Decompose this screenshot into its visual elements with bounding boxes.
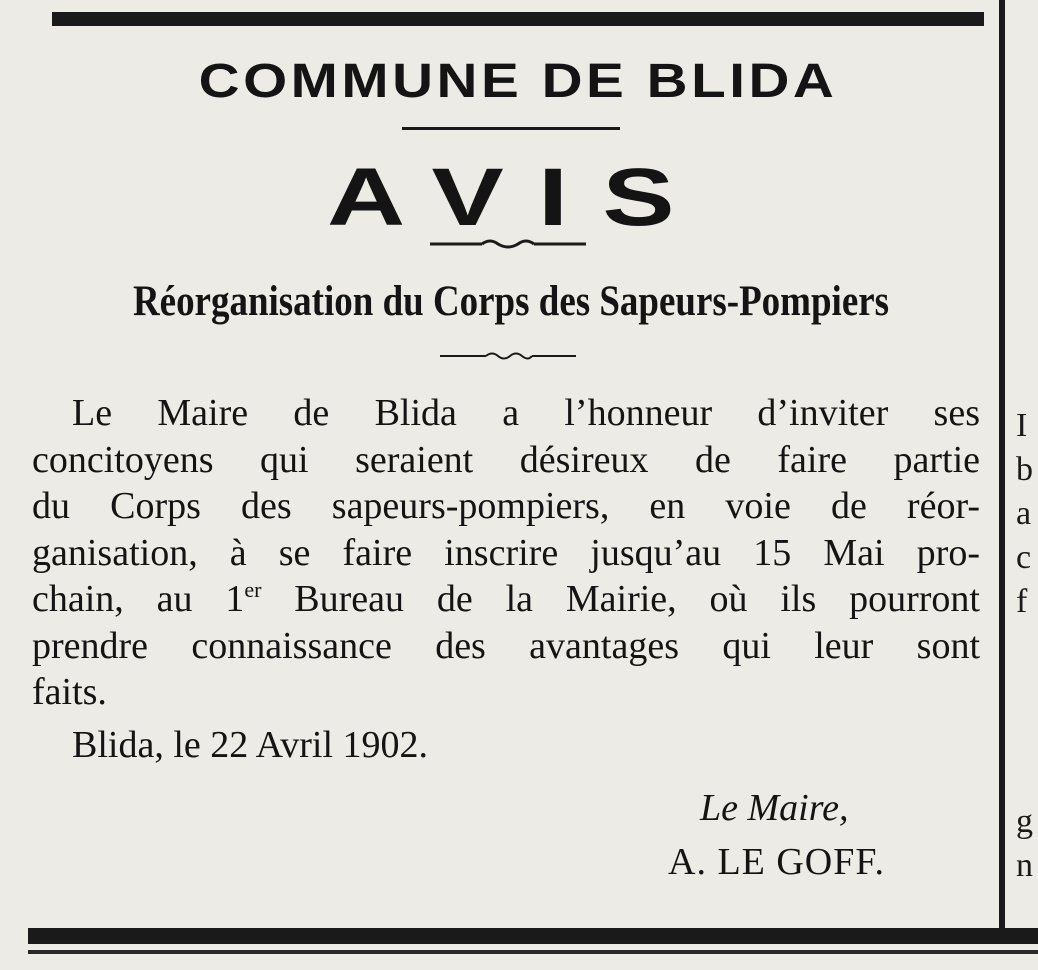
body-line: du Corps des sapeurs-pompiers, en voie de réor- [32, 485, 980, 527]
body-line: ganisation, à se faire inscrire jusqu’au 15 Mai pro- [32, 531, 980, 574]
notice-date: Blida, le 22 Avril 1902. [72, 724, 429, 766]
divider-rule [402, 127, 620, 130]
edge-letter: n [1016, 847, 1033, 884]
notice-title: AVIS [327, 152, 709, 243]
top-rule [52, 12, 984, 26]
edge-letter: c [1016, 539, 1032, 576]
body-text-fragment: Bureau de la Mairie, où ils pourront [261, 578, 980, 620]
adjacent-column-fragment-top [1016, 404, 1038, 624]
column-divider [999, 0, 1005, 930]
edge-letter: g [1016, 803, 1033, 840]
edge-letter: f [1016, 583, 1028, 620]
signature-title: Le Maire, [700, 787, 849, 829]
bottom-rule-thin [28, 950, 1038, 954]
ornament-divider [430, 238, 586, 250]
body-text-fragment: chain, au 1 [32, 578, 245, 620]
bottom-rule [28, 928, 1038, 944]
body-line: concitoyens qui seraient désireux de faire partie [32, 438, 980, 481]
signature-name: A. LE GOFF. [668, 841, 885, 883]
body-line [32, 576, 980, 623]
adjacent-column-fragment-bottom [1016, 800, 1038, 888]
ornament-divider [440, 350, 576, 362]
commune-header: COMMUNE DE BLIDA [198, 55, 838, 108]
notice-heading: Réorganisation du Corps des Sapeurs-Pompiers [132, 278, 890, 325]
body-line: faits. [32, 671, 107, 713]
ordinal-superscript: er [244, 577, 262, 602]
notice-body [32, 390, 980, 716]
body-line: Le Maire de Blida a l’honneur d’inviter ses [72, 392, 980, 434]
edge-letter: b [1016, 451, 1033, 488]
edge-letter: a [1016, 495, 1032, 532]
edge-letter: I [1016, 407, 1028, 444]
body-line: prendre connaissance des avantages qui leur sont [32, 624, 980, 667]
